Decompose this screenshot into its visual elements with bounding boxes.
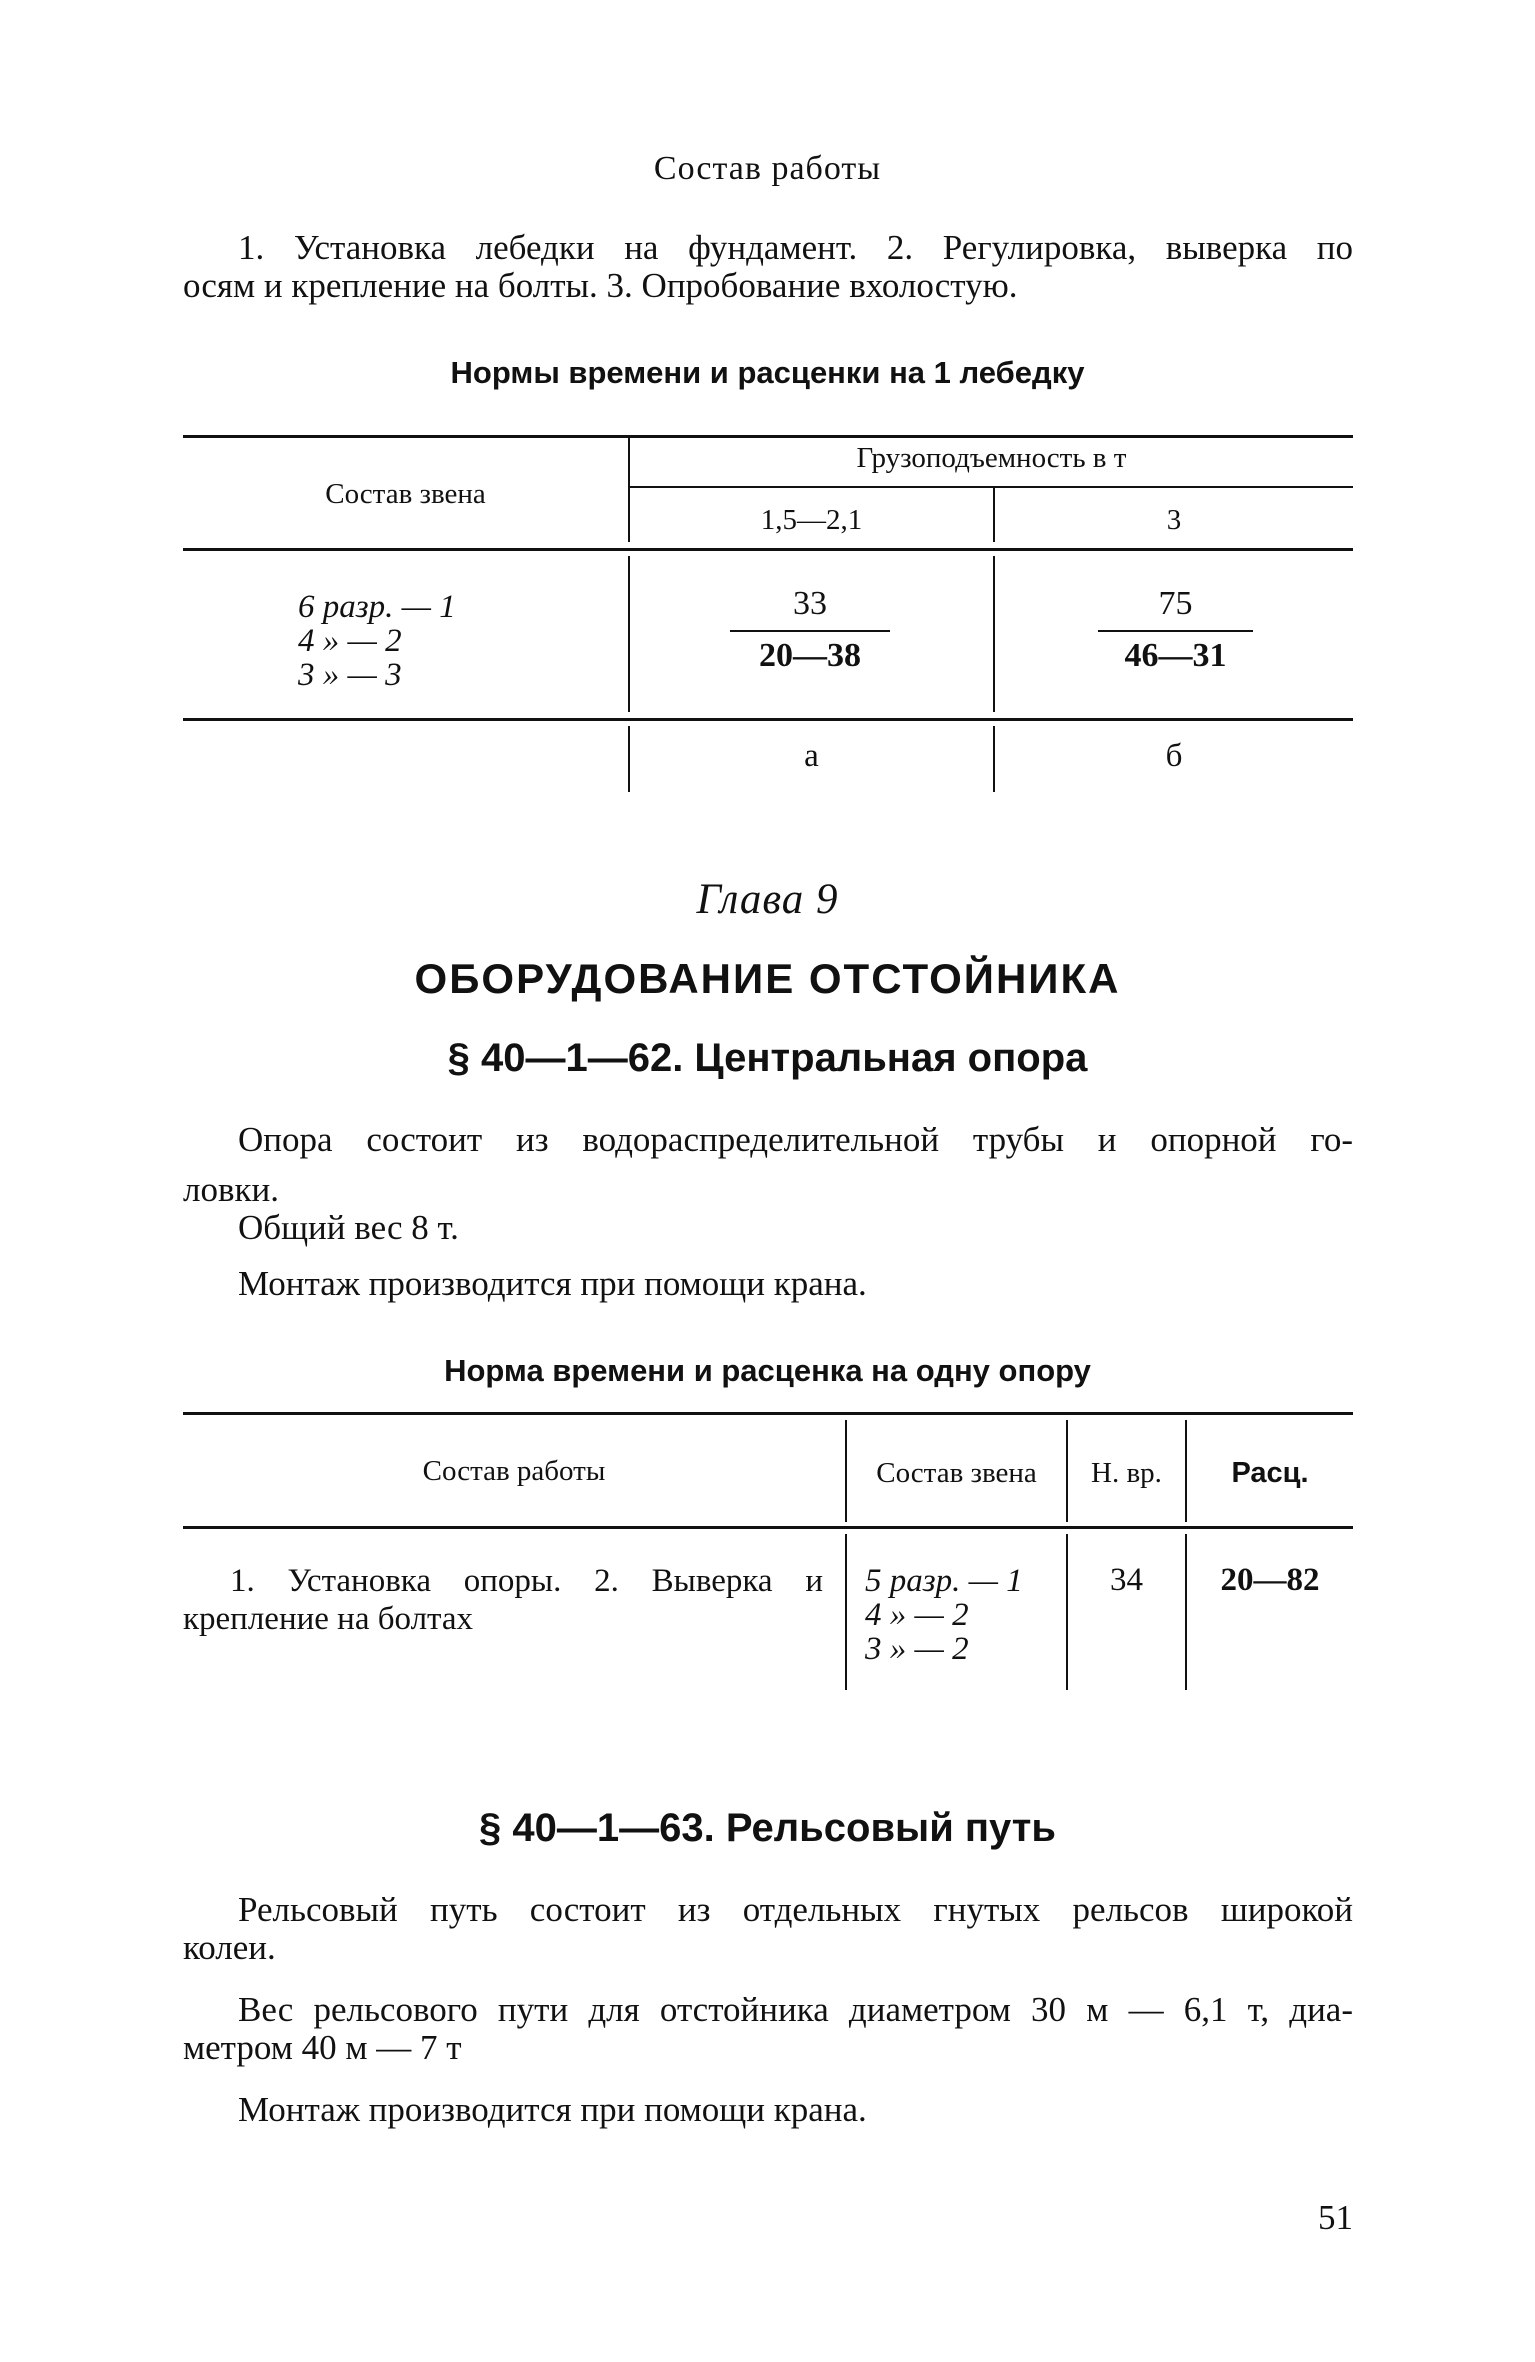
support-mounting-text: Монтаж производится при помощи крана. — [238, 1264, 867, 1303]
table1-group-rule — [630, 486, 1353, 488]
crew-line: 5 разр. — 1 — [865, 1563, 1023, 1599]
rail-weight-line1: Вес рельсового пути для отстойника диаметром 30 м — 6,1 т, диа- — [238, 1990, 1353, 2029]
table2-norm-value: 34 — [1110, 1562, 1143, 1598]
table2-caption: Норма времени и расценка на одну опору — [444, 1353, 1091, 1388]
chapter-label: Глава 9 — [696, 876, 839, 923]
table1-top-rule — [183, 435, 1353, 438]
crew-line: 3 » — 3 — [298, 657, 402, 693]
table2-header-crew: Состав звена — [876, 1457, 1037, 1489]
table2-vline-f — [1185, 1534, 1187, 1690]
table1-index-b: б — [1165, 738, 1183, 774]
table2-vline-e — [1066, 1534, 1068, 1690]
rail-text-line1: Рельсовый путь состоит из отдельных гнутых рельсов широкой — [238, 1890, 1353, 1929]
table2-crew-list — [865, 1564, 1023, 1666]
table2-header-norm: Н. вр. — [1091, 1457, 1162, 1489]
table1-header-rule — [183, 548, 1353, 551]
table1-crew-list — [298, 590, 456, 692]
support-text-line1: Опора состоит из водораспределительной трубы и опорной го- — [238, 1120, 1353, 1159]
table1-col1-header: 1,5—2,1 — [760, 504, 863, 536]
rail-weight-line2: метром 40 м — 7 т — [183, 2028, 462, 2067]
work-text-line2: осям и крепление на болты. 3. Опробование вхолостую. — [183, 266, 1018, 305]
table1-header-crew: Состав звена — [325, 478, 486, 510]
section-title-rail-track: § 40—1—63. Рельсовый путь — [479, 1806, 1056, 1850]
table1-cell1-norm: 33 — [793, 585, 827, 622]
table2-header-rate: Расц. — [1231, 1457, 1309, 1489]
table2-vline-d — [845, 1534, 847, 1690]
table1-index-a: а — [804, 738, 819, 774]
table1-cell2-norm: 75 — [1158, 585, 1193, 622]
table1-col2-header: 3 — [1166, 504, 1182, 536]
table1-cell2-fraction-bar — [1098, 630, 1253, 632]
support-weight-text: Общий вес 8 т. — [238, 1208, 459, 1247]
table1-vline-d — [993, 556, 995, 712]
crew-line: 4 » — 2 — [865, 1597, 969, 1633]
section-title-work: Состав работы — [653, 150, 882, 187]
table1-body-rule — [183, 718, 1353, 721]
table2-rate-value: 20—82 — [1220, 1562, 1320, 1598]
rail-mounting-text: Монтаж производится при помощи крана. — [238, 2090, 867, 2129]
table1-header-capacity: Грузоподъемность в т — [856, 442, 1127, 474]
table2-work-line2: крепление на болтах — [183, 1601, 474, 1637]
table1-caption: Нормы времени и расценки на 1 лебедку — [450, 355, 1085, 390]
table1-cell1-rate: 20—38 — [759, 637, 861, 674]
support-text-line2: ловки. — [183, 1170, 279, 1209]
crew-line: 4 » — 2 — [298, 623, 402, 659]
table2-header-work: Состав работы — [422, 1455, 606, 1487]
page-number: 51 — [1318, 2198, 1353, 2237]
work-text-line1: 1. Установка лебедки на фундамент. 2. Регулировка, выверка по — [238, 228, 1353, 267]
chapter-title: ОБОРУДОВАНИЕ ОТСТОЙНИКА — [414, 955, 1121, 1002]
table1-vline-c — [628, 556, 630, 712]
table2-top-rule — [183, 1412, 1353, 1415]
table2-header-rule — [183, 1526, 1353, 1529]
crew-line: 3 » — 2 — [865, 1631, 969, 1667]
section-title-central-support: § 40—1—62. Центральная опора — [447, 1036, 1088, 1080]
rail-text-line2: колеи. — [183, 1928, 276, 1967]
table1-cell2-rate: 46—31 — [1124, 637, 1227, 674]
table1-cell1-fraction-bar — [730, 630, 890, 632]
crew-line: 6 разр. — 1 — [298, 589, 456, 625]
table2-work-line1: 1. Установка опоры. 2. Выверка и — [230, 1563, 823, 1599]
